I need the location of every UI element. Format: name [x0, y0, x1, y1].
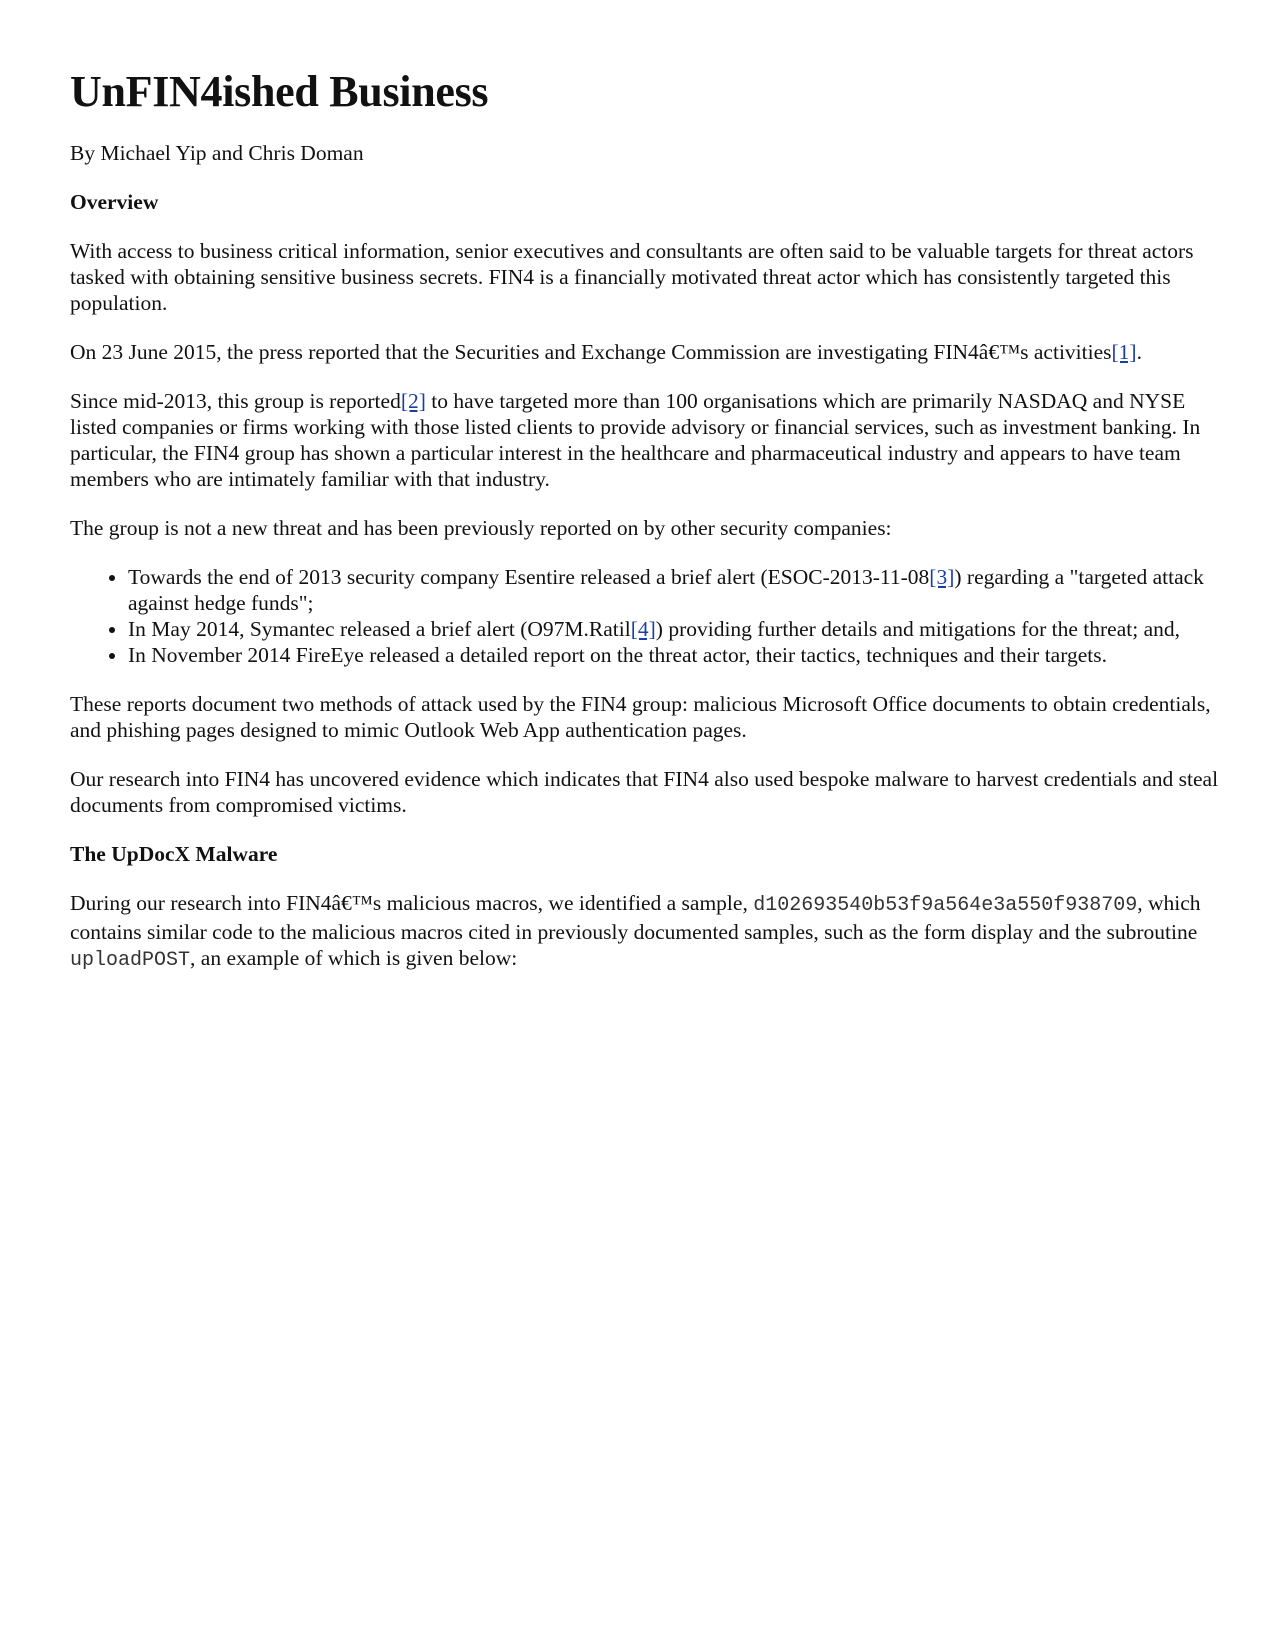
sample-hash: d102693540b53f9a564e3a550f938709 [753, 894, 1138, 917]
list-item [128, 616, 1220, 642]
updocx-paragraph-1-middle: , which contains similar code to the malicious macros cited in previously documented samples, such as the form display and the subroutine [70, 891, 1201, 944]
prior-reports-list [70, 564, 1220, 668]
reference-link-1[interactable]: [1] [1111, 340, 1137, 364]
overview-paragraph-2 [70, 339, 1220, 365]
overview-heading: Overview [70, 190, 159, 214]
reference-link-2[interactable]: [2] [400, 389, 426, 413]
list-item-text: In May 2014, Symantec released a brief alert (O97M.Ratil [128, 617, 631, 641]
list-item [128, 642, 1220, 668]
document-page [70, 66, 1220, 997]
subroutine-name: uploadPOST [70, 949, 191, 972]
updocx-paragraph-1-end: , an example of which is given below: [190, 946, 518, 970]
overview-paragraph-2-text: On 23 June 2015, the press reported that the Securities and Exchange Commission are investigating FIN4â€™s activities [70, 340, 1112, 364]
list-item [128, 564, 1220, 616]
overview-paragraph-3-start: Since mid-2013, this group is reported [70, 389, 401, 413]
byline: By Michael Yip and Chris Doman [70, 141, 364, 165]
updocx-paragraph-1-start: During our research into FIN4â€™s malicious macros, we identified a sample, [70, 891, 754, 915]
updocx-paragraph-1 [70, 890, 1220, 974]
overview-paragraph-6: Our research into FIN4 has uncovered evidence which indicates that FIN4 also used bespoke malware to harvest credentials and steal documents from compromised victims. [70, 767, 1219, 817]
reference-link-4[interactable]: [4] [630, 617, 656, 641]
reference-link-3[interactable]: [3] [929, 565, 955, 589]
list-item-text: Towards the end of 2013 security company Esentire released a brief alert (ESOC-2013-11-08 [128, 565, 930, 589]
updocx-heading: The UpDocX Malware [70, 842, 278, 866]
overview-paragraph-3-rest: to have targeted more than 100 organisations which are primarily NASDAQ and NYSE listed companies or firms working with those listed clients to provide advisory or financial services, such as investment banking. In particular, the FIN4 group has shown a particular interest in the healthcare and pharmaceutical industry and appears to have team members who are intimately familiar with that industry. [70, 389, 1201, 491]
overview-paragraph-1: With access to business critical information, senior executives and consultants are often said to be valuable targets for threat actors tasked with obtaining sensitive business secrets. FIN4 is a financially motivated threat actor which has consistently targeted this population. [70, 239, 1194, 315]
list-item-text-end: ) regarding a "targeted attack against hedge funds"; [128, 565, 1204, 615]
overview-paragraph-2-end: . [1136, 340, 1142, 364]
overview-paragraph-4: The group is not a new threat and has been previously reported on by other security companies: [70, 516, 892, 540]
page-title: UnFIN4ished Business [70, 67, 489, 116]
overview-paragraph-3 [70, 388, 1220, 492]
overview-paragraph-5: These reports document two methods of attack used by the FIN4 group: malicious Microsoft Office documents to obtain credentials, and phishing pages designed to mimic Outlook Web App authentication pages. [70, 692, 1211, 742]
list-item-text: In November 2014 FireEye released a detailed report on the threat actor, their tactics, techniques and their targets. [128, 643, 1107, 667]
list-item-text-end: ) providing further details and mitigations for the threat; and, [655, 617, 1181, 641]
